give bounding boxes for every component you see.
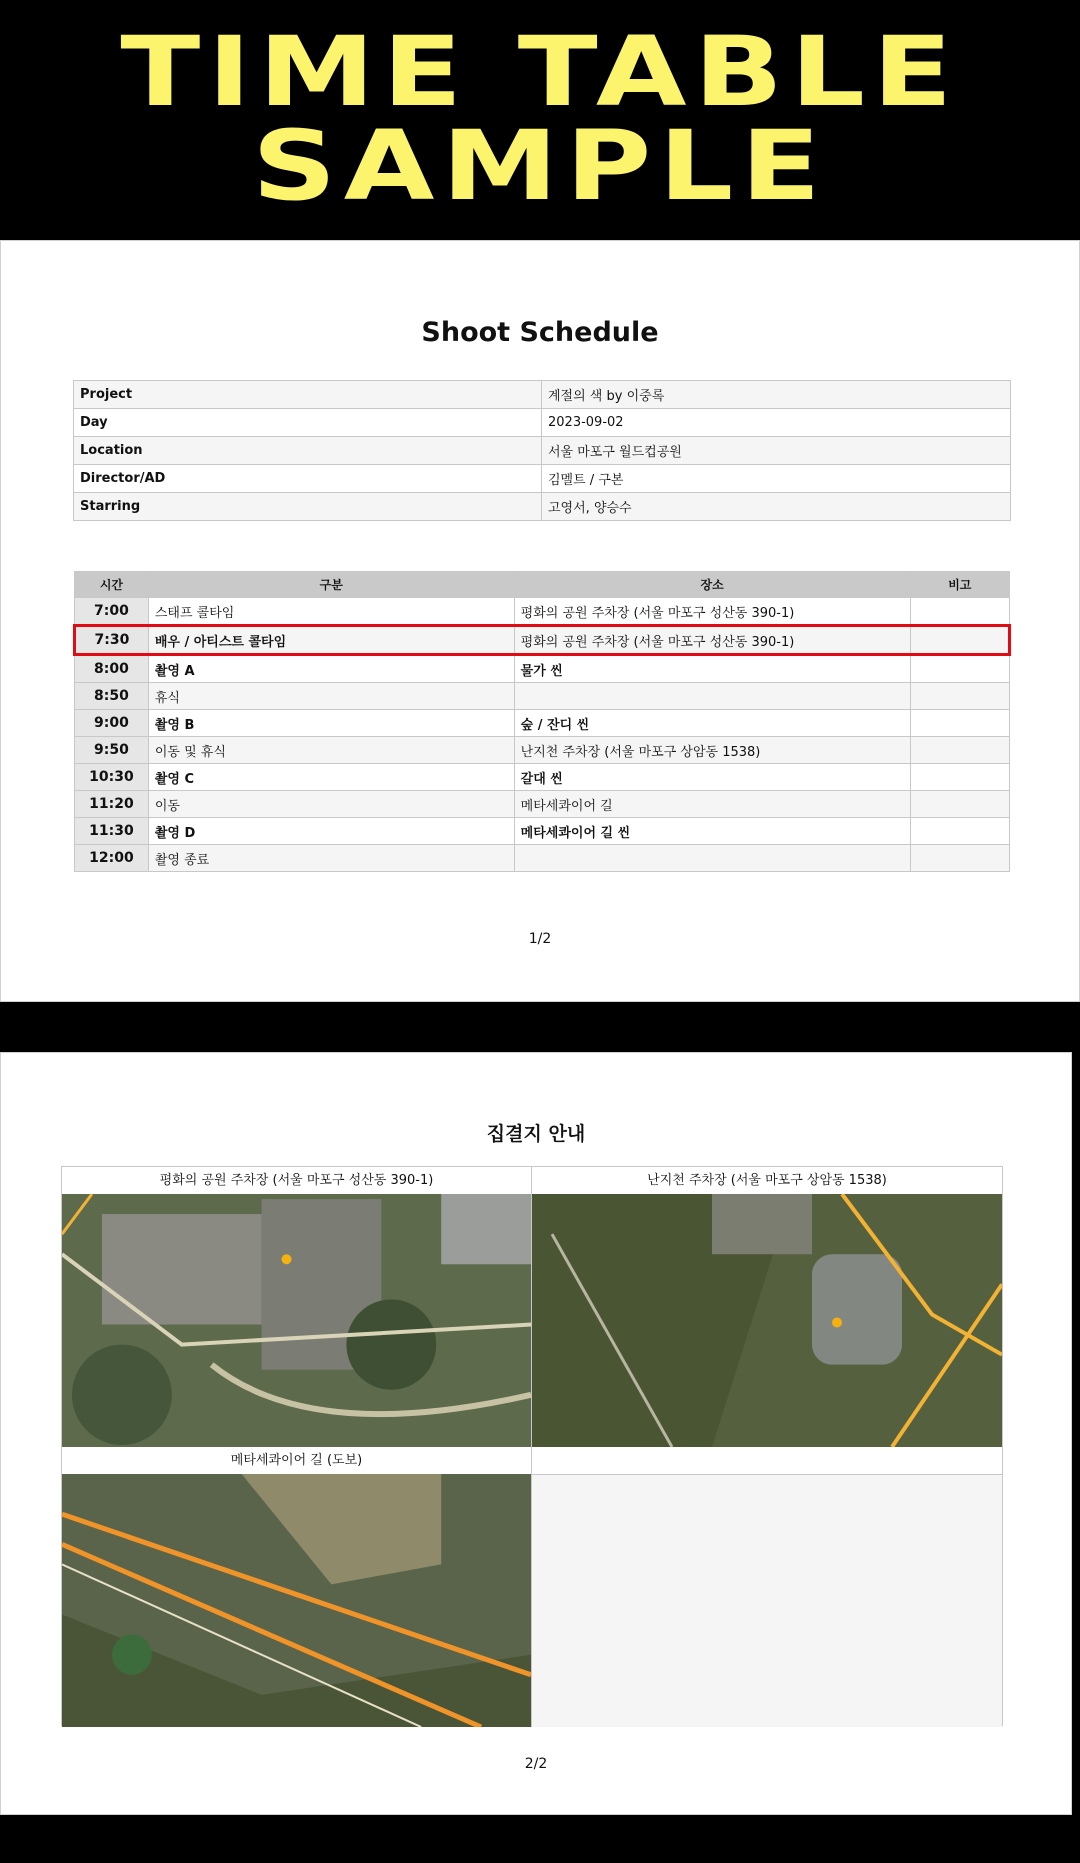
page-title: 집결지 안내	[486, 1123, 586, 1145]
schedule-time: 8:50	[75, 683, 149, 710]
schedule-note	[910, 598, 1009, 626]
map-image-metasequoia	[62, 1474, 531, 1727]
schedule-place: 물가 씬	[514, 655, 910, 683]
banner-line-1: TIME TABLE	[120, 16, 960, 128]
schedule-category: 촬영 A	[148, 655, 514, 683]
schedule-time: 9:00	[75, 710, 149, 737]
info-value: 계절의 색 by 이중록	[542, 381, 1011, 409]
map-cell-nanjicheon	[532, 1167, 1002, 1447]
schedule-row	[75, 626, 1010, 655]
schedule-note	[910, 818, 1009, 845]
info-value: 2023-09-02	[542, 409, 1011, 437]
schedule-row	[75, 818, 1010, 845]
map-image-nanjicheon	[532, 1194, 1002, 1447]
info-key: Starring	[74, 493, 542, 521]
info-row	[74, 381, 1011, 409]
info-value: 서울 마포구 월드컵공원	[542, 437, 1011, 465]
map-caption	[532, 1447, 1002, 1475]
schedule-time: 9:50	[75, 737, 149, 764]
map-cell-park	[62, 1167, 532, 1447]
schedule-row	[75, 683, 1010, 710]
schedule-row	[75, 710, 1010, 737]
schedule-note	[910, 626, 1009, 655]
schedule-row	[75, 845, 1010, 872]
schedule-category: 촬영 D	[148, 818, 514, 845]
schedule-place: 평화의 공원 주차장 (서울 마포구 성산동 390-1)	[514, 598, 910, 626]
map-image-park	[62, 1194, 531, 1447]
schedule-note	[910, 791, 1009, 818]
schedule-category: 스태프 콜타임	[148, 598, 514, 626]
map-grid	[61, 1166, 1003, 1726]
page-number: 2/2	[524, 1756, 548, 1772]
schedule-category: 촬영 B	[148, 710, 514, 737]
schedule-time: 7:30	[75, 626, 149, 655]
schedule-row	[75, 655, 1010, 683]
schedule-category: 이동 및 휴식	[148, 737, 514, 764]
meeting-point-page	[0, 1052, 1072, 1815]
schedule-place	[514, 845, 910, 872]
info-key: Project	[74, 381, 542, 409]
schedule-place: 갈대 씬	[514, 764, 910, 791]
schedule-page	[0, 240, 1080, 1002]
schedule-note	[910, 845, 1009, 872]
schedule-place: 평화의 공원 주차장 (서울 마포구 성산동 390-1)	[514, 626, 910, 655]
schedule-note	[910, 683, 1009, 710]
schedule-note	[910, 737, 1009, 764]
title-banner	[0, 0, 1080, 238]
schedule-place: 메타세콰이어 길 씬	[514, 818, 910, 845]
map-caption: 평화의 공원 주차장 (서울 마포구 성산동 390-1)	[62, 1167, 531, 1195]
map-cell-metasequoia	[62, 1447, 532, 1727]
map-caption: 메타세콰이어 길 (도보)	[62, 1447, 531, 1475]
page-title: Shoot Schedule	[421, 317, 659, 348]
schedule-category: 촬영 종료	[148, 845, 514, 872]
project-info-table	[73, 380, 1011, 521]
info-key: Day	[74, 409, 542, 437]
schedule-place: 숲 / 잔디 씬	[514, 710, 910, 737]
info-row	[74, 493, 1011, 521]
schedule-time: 11:30	[75, 818, 149, 845]
schedule-time: 7:00	[75, 598, 149, 626]
header-note: 비고	[910, 572, 1009, 598]
info-row	[74, 465, 1011, 493]
schedule-time: 10:30	[75, 764, 149, 791]
schedule-time: 8:00	[75, 655, 149, 683]
schedule-place: 메타세콰이어 길	[514, 791, 910, 818]
info-value: 김멜트 / 구본	[542, 465, 1011, 493]
schedule-category: 휴식	[148, 683, 514, 710]
info-value: 고영서, 양승수	[542, 493, 1011, 521]
schedule-note	[910, 764, 1009, 791]
schedule-category: 이동	[148, 791, 514, 818]
schedule-time: 11:20	[75, 791, 149, 818]
schedule-table	[73, 571, 1011, 872]
schedule-row	[75, 598, 1010, 626]
info-key: Director/AD	[74, 465, 542, 493]
schedule-time: 12:00	[75, 845, 149, 872]
page-number: 1/2	[528, 931, 552, 947]
schedule-row	[75, 764, 1010, 791]
schedule-header-row	[75, 572, 1010, 598]
schedule-place	[514, 683, 910, 710]
map-caption: 난지천 주차장 (서울 마포구 상암동 1538)	[532, 1167, 1002, 1195]
info-row	[74, 437, 1011, 465]
header-time: 시간	[75, 572, 149, 598]
schedule-row	[75, 737, 1010, 764]
map-cell-empty	[532, 1447, 1002, 1727]
schedule-category: 촬영 C	[148, 764, 514, 791]
info-row	[74, 409, 1011, 437]
schedule-note	[910, 710, 1009, 737]
header-place: 장소	[514, 572, 910, 598]
info-key: Location	[74, 437, 542, 465]
schedule-note	[910, 655, 1009, 683]
schedule-place: 난지천 주차장 (서울 마포구 상암동 1538)	[514, 737, 910, 764]
header-category: 구분	[148, 572, 514, 598]
schedule-row	[75, 791, 1010, 818]
banner-line-2: SAMPLE	[252, 110, 828, 222]
schedule-category: 배우 / 아티스트 콜타임	[148, 626, 514, 655]
